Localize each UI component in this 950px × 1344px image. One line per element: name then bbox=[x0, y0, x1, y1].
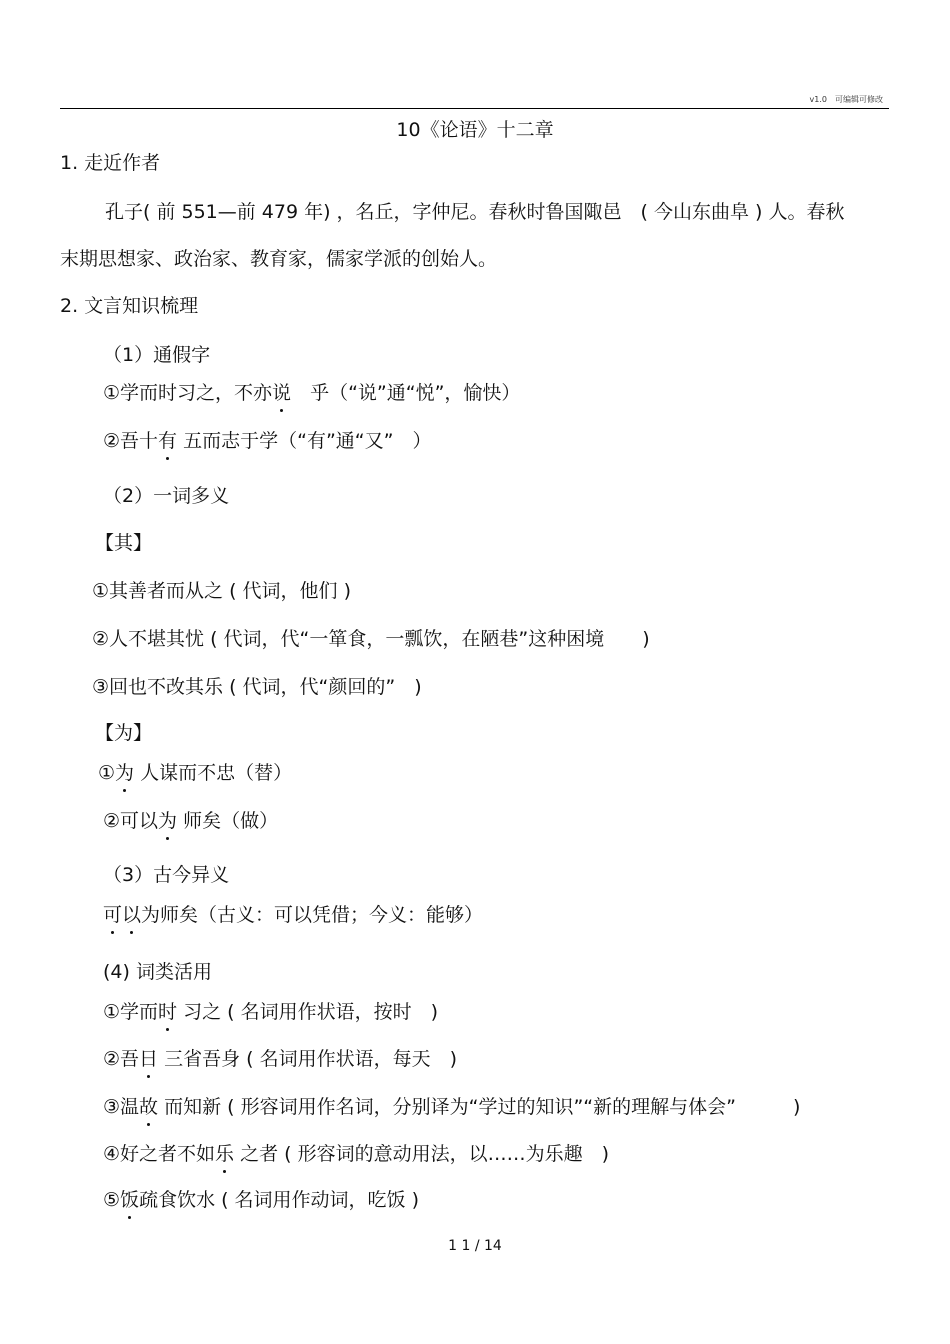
text-segment: 为师矣（古义：可以凭借；今义：能够） bbox=[141, 904, 484, 926]
emphasized-character: 说 bbox=[272, 378, 291, 405]
subheading-tongjia: （1）通假字 bbox=[103, 344, 211, 366]
emphasized-character: 故 bbox=[139, 1092, 158, 1119]
text-segment: ②吾十 bbox=[103, 430, 159, 452]
emphasized-character: 有 bbox=[158, 426, 177, 453]
tongjia-item-2 bbox=[103, 426, 431, 453]
emphasized-character: 为 bbox=[158, 806, 177, 833]
word-label-qi: 【其】 bbox=[95, 532, 153, 554]
text-segment: ①学而时习之，不亦 bbox=[103, 382, 273, 404]
text-segment: 疏食饮水 ( 名词用作动词，吃饭 ) bbox=[139, 1189, 420, 1211]
text-segment: 师矣（做） bbox=[177, 810, 279, 832]
gujin-item bbox=[103, 900, 483, 927]
header-meta: v1.0 可编辑可修改 bbox=[809, 95, 883, 104]
emphasized-character: 乐 bbox=[215, 1139, 234, 1166]
text-segment: ③温 bbox=[103, 1096, 140, 1118]
huoyong-item-4 bbox=[103, 1139, 609, 1166]
huoyong-item-5 bbox=[103, 1185, 419, 1212]
text-segment: 之者 ( 形容词的意动用法，以……为乐趣 ) bbox=[234, 1143, 610, 1165]
word-label-wei: 【为】 bbox=[95, 722, 153, 744]
text-segment: ②吾 bbox=[103, 1048, 140, 1070]
text-segment: 五而志于学（“有”通“又” ） bbox=[177, 430, 432, 452]
emphasized-character: 以 bbox=[122, 900, 141, 927]
qi-item-2: ②人不堪其忧 ( 代词，代“一箪食，一瓢饮，在陋巷”这种困境 ) bbox=[92, 628, 650, 650]
section-heading-knowledge: 2. 文言知识梳理 bbox=[60, 295, 199, 317]
huoyong-item-3 bbox=[103, 1092, 800, 1119]
author-paragraph-line-1: 孔子( 前 551—前 479 年) ，名丘，字仲尼。春秋时鲁国陬邑 ( 今山东曲阜 ) 人。春秋 bbox=[105, 201, 845, 223]
text-segment: ⑤ bbox=[103, 1189, 121, 1211]
tongjia-item-1 bbox=[103, 378, 520, 405]
section-heading-author: 1. 走近作者 bbox=[60, 152, 161, 174]
subheading-huoyong: (4) 词类活用 bbox=[103, 961, 212, 983]
author-paragraph-line-2: 末期思想家、政治家、教育家，儒家学派的创始人。 bbox=[60, 248, 498, 270]
subheading-duoyi: （2）一词多义 bbox=[103, 485, 230, 507]
subheading-gujin: （3）古今异义 bbox=[103, 864, 230, 886]
text-segment: ① bbox=[98, 762, 116, 784]
text-segment: ④好之者不如 bbox=[103, 1143, 216, 1165]
header-rule bbox=[60, 108, 889, 109]
emphasized-character: 时 bbox=[158, 997, 177, 1024]
emphasized-character: 可 bbox=[103, 900, 122, 927]
emphasized-character: 日 bbox=[139, 1044, 158, 1071]
wei-item-2 bbox=[103, 806, 278, 833]
text-segment: 而知新 ( 形容词用作名词，分别译为“学过的知识”“新的理解与体会” ) bbox=[158, 1096, 801, 1118]
wei-item-1 bbox=[98, 758, 292, 785]
text-segment: ①学而 bbox=[103, 1001, 159, 1023]
page-number: 1 1 / 14 bbox=[448, 1238, 502, 1254]
page-title: 10《论语》十二章 bbox=[396, 119, 554, 141]
text-segment: 习之 ( 名词用作状语，按时 ) bbox=[177, 1001, 439, 1023]
text-segment: 人谋而不忠（替） bbox=[134, 762, 293, 784]
text-segment: 乎（“说”通“悦”，愉快） bbox=[291, 382, 521, 404]
huoyong-item-1 bbox=[103, 997, 438, 1024]
text-segment: 三省吾身 ( 名词用作状语，每天 ) bbox=[158, 1048, 458, 1070]
qi-item-1: ①其善者而从之 ( 代词，他们 ) bbox=[92, 580, 351, 602]
qi-item-3: ③回也不改其乐 ( 代词，代“颜回的” ) bbox=[92, 676, 422, 698]
emphasized-character: 饭 bbox=[120, 1185, 139, 1212]
huoyong-item-2 bbox=[103, 1044, 457, 1071]
emphasized-character: 为 bbox=[115, 758, 134, 785]
text-segment: ②可以 bbox=[103, 810, 159, 832]
